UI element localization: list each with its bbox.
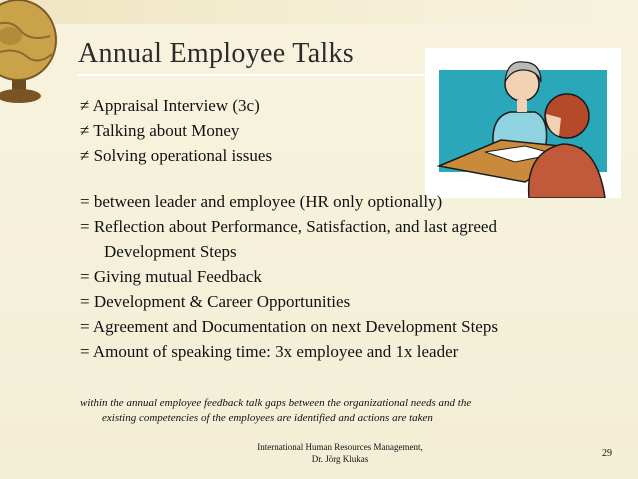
is-item: = Amount of speaking time: 3x employee and 1x leader xyxy=(80,342,459,361)
note-line: within the annual employee feedback talk gaps between the organizational needs and the xyxy=(80,397,472,409)
is-item: = between leader and employee (HR only optionally) xyxy=(80,192,443,211)
not-item: ≠ Solving operational issues xyxy=(80,146,273,165)
not-item: ≠ Appraisal Interview (3c) xyxy=(80,96,260,115)
globe-icon xyxy=(0,0,62,106)
summary-note xyxy=(80,396,600,426)
not-item: ≠ Talking about Money xyxy=(80,121,240,140)
note-line: existing competencies of the employees are identified and actions are taken xyxy=(102,412,433,424)
bullet-list xyxy=(80,93,620,364)
is-item: = Giving mutual Feedback xyxy=(80,267,262,286)
list-spacer xyxy=(80,168,620,189)
is-item-continuation: Development Steps xyxy=(104,242,237,261)
is-item: = Development & Career Opportunities xyxy=(80,292,351,311)
is-item: = Reflection about Performance, Satisfaction, and last agreed xyxy=(80,217,497,236)
footer xyxy=(220,441,460,465)
top-band xyxy=(0,0,638,24)
page-number: 29 xyxy=(602,448,612,459)
slide-title: Annual Employee Talks xyxy=(78,38,354,69)
footer-course: International Human Resources Management, xyxy=(257,442,423,452)
is-item: = Agreement and Documentation on next Development Steps xyxy=(80,317,498,336)
title-underline xyxy=(78,74,428,76)
footer-author: Dr. Jörg Klukas xyxy=(311,454,369,464)
